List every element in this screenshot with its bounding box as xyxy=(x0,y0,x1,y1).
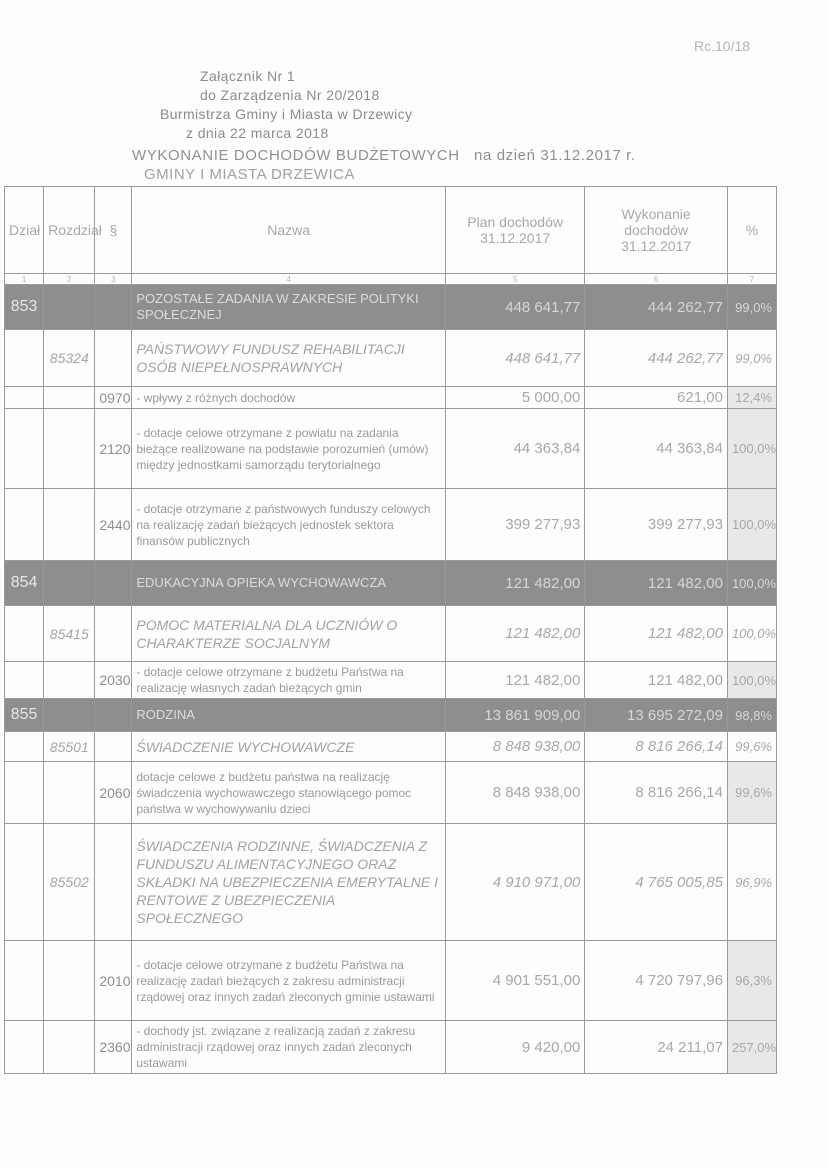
cell-nazwa: RODZINA xyxy=(132,699,446,732)
cell-wykonanie: 13 695 272,09 xyxy=(585,699,728,732)
cell-dzial: 855 xyxy=(5,699,44,732)
cell-dzial xyxy=(5,762,44,824)
column-number: 5 xyxy=(445,274,584,285)
table-header-row xyxy=(5,187,777,274)
table-row-rozdzial xyxy=(5,606,777,662)
cell-plan: 448 641,77 xyxy=(445,285,584,330)
cell-wykonanie: 399 277,93 xyxy=(585,489,728,561)
cell-procent: 12,4% xyxy=(727,387,776,409)
page-reference: Rc.10/18 xyxy=(694,38,751,54)
cell-rozdzial xyxy=(44,285,95,330)
table-row-paragraf xyxy=(5,1021,777,1074)
cell-rozdzial xyxy=(44,762,95,824)
cell-nazwa: POZOSTAŁE ZADANIA W ZAKRESIE POLITYKI SPOŁECZNEJ xyxy=(132,285,446,330)
issuer: Burmistrza Gminy i Miasta w Drzewicy xyxy=(160,106,413,122)
ordinance-date: z dnia 22 marca 2018 xyxy=(186,125,329,141)
cell-paragraf xyxy=(95,561,132,606)
document-subtitle: GMINY I MIASTA DRZEWICA xyxy=(144,166,355,183)
header-rozdzial: Rozdział xyxy=(44,187,95,274)
cell-paragraf xyxy=(95,699,132,732)
cell-procent: 100,0% xyxy=(727,606,776,662)
cell-dzial xyxy=(5,732,44,762)
cell-rozdzial xyxy=(44,489,95,561)
cell-paragraf: 2010 xyxy=(95,941,132,1021)
cell-procent: 99,6% xyxy=(727,762,776,824)
cell-wykonanie: 8 816 266,14 xyxy=(585,762,728,824)
table-row-paragraf xyxy=(5,409,777,489)
cell-paragraf: 2360 xyxy=(95,1021,132,1074)
budget-table xyxy=(4,186,777,1074)
cell-plan: 121 482,00 xyxy=(445,606,584,662)
column-number: 7 xyxy=(727,274,776,285)
cell-paragraf xyxy=(95,824,132,941)
table-row-dzial xyxy=(5,561,777,606)
cell-paragraf: 2030 xyxy=(95,662,132,699)
cell-procent: 96,3% xyxy=(727,941,776,1021)
column-number: 1 xyxy=(5,274,44,285)
cell-procent: 100,0% xyxy=(727,662,776,699)
cell-nazwa: ŚWIADCZENIE WYCHOWAWCZE xyxy=(132,732,446,762)
cell-procent: 99,0% xyxy=(727,285,776,330)
cell-wykonanie: 44 363,84 xyxy=(585,409,728,489)
header-plan: Plan dochodów 31.12.2017 xyxy=(445,187,584,274)
table-row-paragraf xyxy=(5,489,777,561)
table-row-paragraf xyxy=(5,762,777,824)
cell-plan: 4 901 551,00 xyxy=(445,941,584,1021)
cell-nazwa: PAŃSTWOWY FUNDUSZ REHABILITACJI OSÓB NIEPEŁNOSPRAWNYCH xyxy=(132,330,446,387)
cell-nazwa: EDUKACYJNA OPIEKA WYCHOWAWCZA xyxy=(132,561,446,606)
cell-rozdzial: 85324 xyxy=(44,330,95,387)
cell-nazwa: ŚWIADCZENIA RODZINNE, ŚWIADCZENIA Z FUNDUSZU ALIMENTACYJNEGO ORAZ SKŁADKI NA UBEZPIECZENIA EMERYTALNE I RENTOWE Z UBEZPIECZENIA SPOŁECZNEGO xyxy=(132,824,446,941)
cell-nazwa: - dotacje otrzymane z państwowych funduszy celowych na realizację zadań bieżących jednostek sektora finansów publicznych xyxy=(132,489,446,561)
cell-rozdzial xyxy=(44,1021,95,1074)
column-number-row xyxy=(5,274,777,285)
cell-rozdzial: 85415 xyxy=(44,606,95,662)
header-dzial: Dział xyxy=(5,187,44,274)
cell-dzial xyxy=(5,387,44,409)
cell-wykonanie: 121 482,00 xyxy=(585,606,728,662)
table-row-dzial xyxy=(5,285,777,330)
cell-procent: 257,0% xyxy=(727,1021,776,1074)
header-wykonanie: Wykonanie dochodów 31.12.2017 xyxy=(585,187,728,274)
cell-rozdzial: 85501 xyxy=(44,732,95,762)
cell-nazwa: - dotacje celowe otrzymane z powiatu na zadania bieżące realizowane na podstawie porozumień (umów) między jednostkami samorządu terytorialnego xyxy=(132,409,446,489)
header-paragraf: § xyxy=(95,187,132,274)
cell-plan: 13 861 909,00 xyxy=(445,699,584,732)
cell-plan: 9 420,00 xyxy=(445,1021,584,1074)
table-row-paragraf xyxy=(5,387,777,409)
cell-wykonanie: 621,00 xyxy=(585,387,728,409)
cell-nazwa: - dotacje celowe otrzymane z budżetu Państwa na realizację zadań bieżących z zakresu administracji rządowej oraz innych zadań zleconych gminie ustawami xyxy=(132,941,446,1021)
cell-dzial xyxy=(5,824,44,941)
cell-rozdzial xyxy=(44,387,95,409)
cell-paragraf xyxy=(95,330,132,387)
cell-procent: 99,0% xyxy=(727,330,776,387)
cell-procent: 96,9% xyxy=(727,824,776,941)
cell-wykonanie: 4 720 797,96 xyxy=(585,941,728,1021)
document-title xyxy=(132,147,636,164)
cell-wykonanie: 121 482,00 xyxy=(585,561,728,606)
cell-plan: 8 848 938,00 xyxy=(445,732,584,762)
cell-rozdzial xyxy=(44,409,95,489)
cell-procent: 100,0% xyxy=(727,409,776,489)
column-number: 6 xyxy=(585,274,728,285)
column-number: 3 xyxy=(95,274,132,285)
column-number: 2 xyxy=(44,274,95,285)
cell-procent: 99,6% xyxy=(727,732,776,762)
cell-procent: 100,0% xyxy=(727,489,776,561)
cell-nazwa: - dochody jst. związane z realizacją zadań z zakresu administracji rządowej oraz innych zadań zleconych ustawami xyxy=(132,1021,446,1074)
cell-plan: 399 277,93 xyxy=(445,489,584,561)
column-number: 4 xyxy=(132,274,446,285)
cell-rozdzial xyxy=(44,941,95,1021)
cell-wykonanie: 444 262,77 xyxy=(585,285,728,330)
header-nazwa: Nazwa xyxy=(132,187,446,274)
cell-wykonanie: 121 482,00 xyxy=(585,662,728,699)
cell-paragraf xyxy=(95,285,132,330)
attachment-number: Załącznik Nr 1 xyxy=(200,68,296,84)
cell-dzial xyxy=(5,941,44,1021)
cell-dzial xyxy=(5,409,44,489)
ordinance-number: do Zarządzenia Nr 20/2018 xyxy=(200,87,380,103)
cell-wykonanie: 24 211,07 xyxy=(585,1021,728,1074)
table-row-rozdzial xyxy=(5,732,777,762)
cell-plan: 44 363,84 xyxy=(445,409,584,489)
cell-rozdzial xyxy=(44,699,95,732)
table-row-rozdzial xyxy=(5,330,777,387)
cell-dzial xyxy=(5,1021,44,1074)
title-prefix: WYKONANIE DOCHODÓW BUDŻETOWYCH xyxy=(132,147,460,164)
table-row-dzial xyxy=(5,699,777,732)
cell-plan: 4 910 971,00 xyxy=(445,824,584,941)
title-suffix: na dzień 31.12.2017 r. xyxy=(474,147,636,164)
cell-wykonanie: 4 765 005,85 xyxy=(585,824,728,941)
cell-dzial xyxy=(5,489,44,561)
table-row-paragraf xyxy=(5,662,777,699)
cell-paragraf: 2060 xyxy=(95,762,132,824)
cell-nazwa: - dotacje celowe otrzymane z budżetu Państwa na realizację własnych zadań bieżących gmin xyxy=(132,662,446,699)
cell-nazwa: - wpływy z różnych dochodów xyxy=(132,387,446,409)
cell-wykonanie: 8 816 266,14 xyxy=(585,732,728,762)
cell-rozdzial xyxy=(44,561,95,606)
cell-rozdzial: 85502 xyxy=(44,824,95,941)
cell-dzial: 854 xyxy=(5,561,44,606)
cell-wykonanie: 444 262,77 xyxy=(585,330,728,387)
cell-nazwa: POMOC MATERIALNA DLA UCZNIÓW O CHARAKTERZE SOCJALNYM xyxy=(132,606,446,662)
cell-plan: 448 641,77 xyxy=(445,330,584,387)
table-row-paragraf xyxy=(5,941,777,1021)
table-row-rozdzial xyxy=(5,824,777,941)
cell-paragraf: 2440 xyxy=(95,489,132,561)
cell-dzial: 853 xyxy=(5,285,44,330)
cell-nazwa: dotacje celowe z budżetu państwa na realizację świadczenia wychowawczego stanowiącego pomoc państwa w wychowywaniu dzieci xyxy=(132,762,446,824)
cell-plan: 121 482,00 xyxy=(445,561,584,606)
cell-paragraf xyxy=(95,732,132,762)
cell-dzial xyxy=(5,606,44,662)
cell-dzial xyxy=(5,662,44,699)
cell-dzial xyxy=(5,330,44,387)
cell-plan: 121 482,00 xyxy=(445,662,584,699)
cell-paragraf: 0970 xyxy=(95,387,132,409)
cell-plan: 5 000,00 xyxy=(445,387,584,409)
cell-rozdzial xyxy=(44,662,95,699)
cell-plan: 8 848 938,00 xyxy=(445,762,584,824)
header-procent: % xyxy=(727,187,776,274)
cell-paragraf: 2120 xyxy=(95,409,132,489)
cell-paragraf xyxy=(95,606,132,662)
cell-procent: 100,0% xyxy=(727,561,776,606)
cell-procent: 98,8% xyxy=(727,699,776,732)
